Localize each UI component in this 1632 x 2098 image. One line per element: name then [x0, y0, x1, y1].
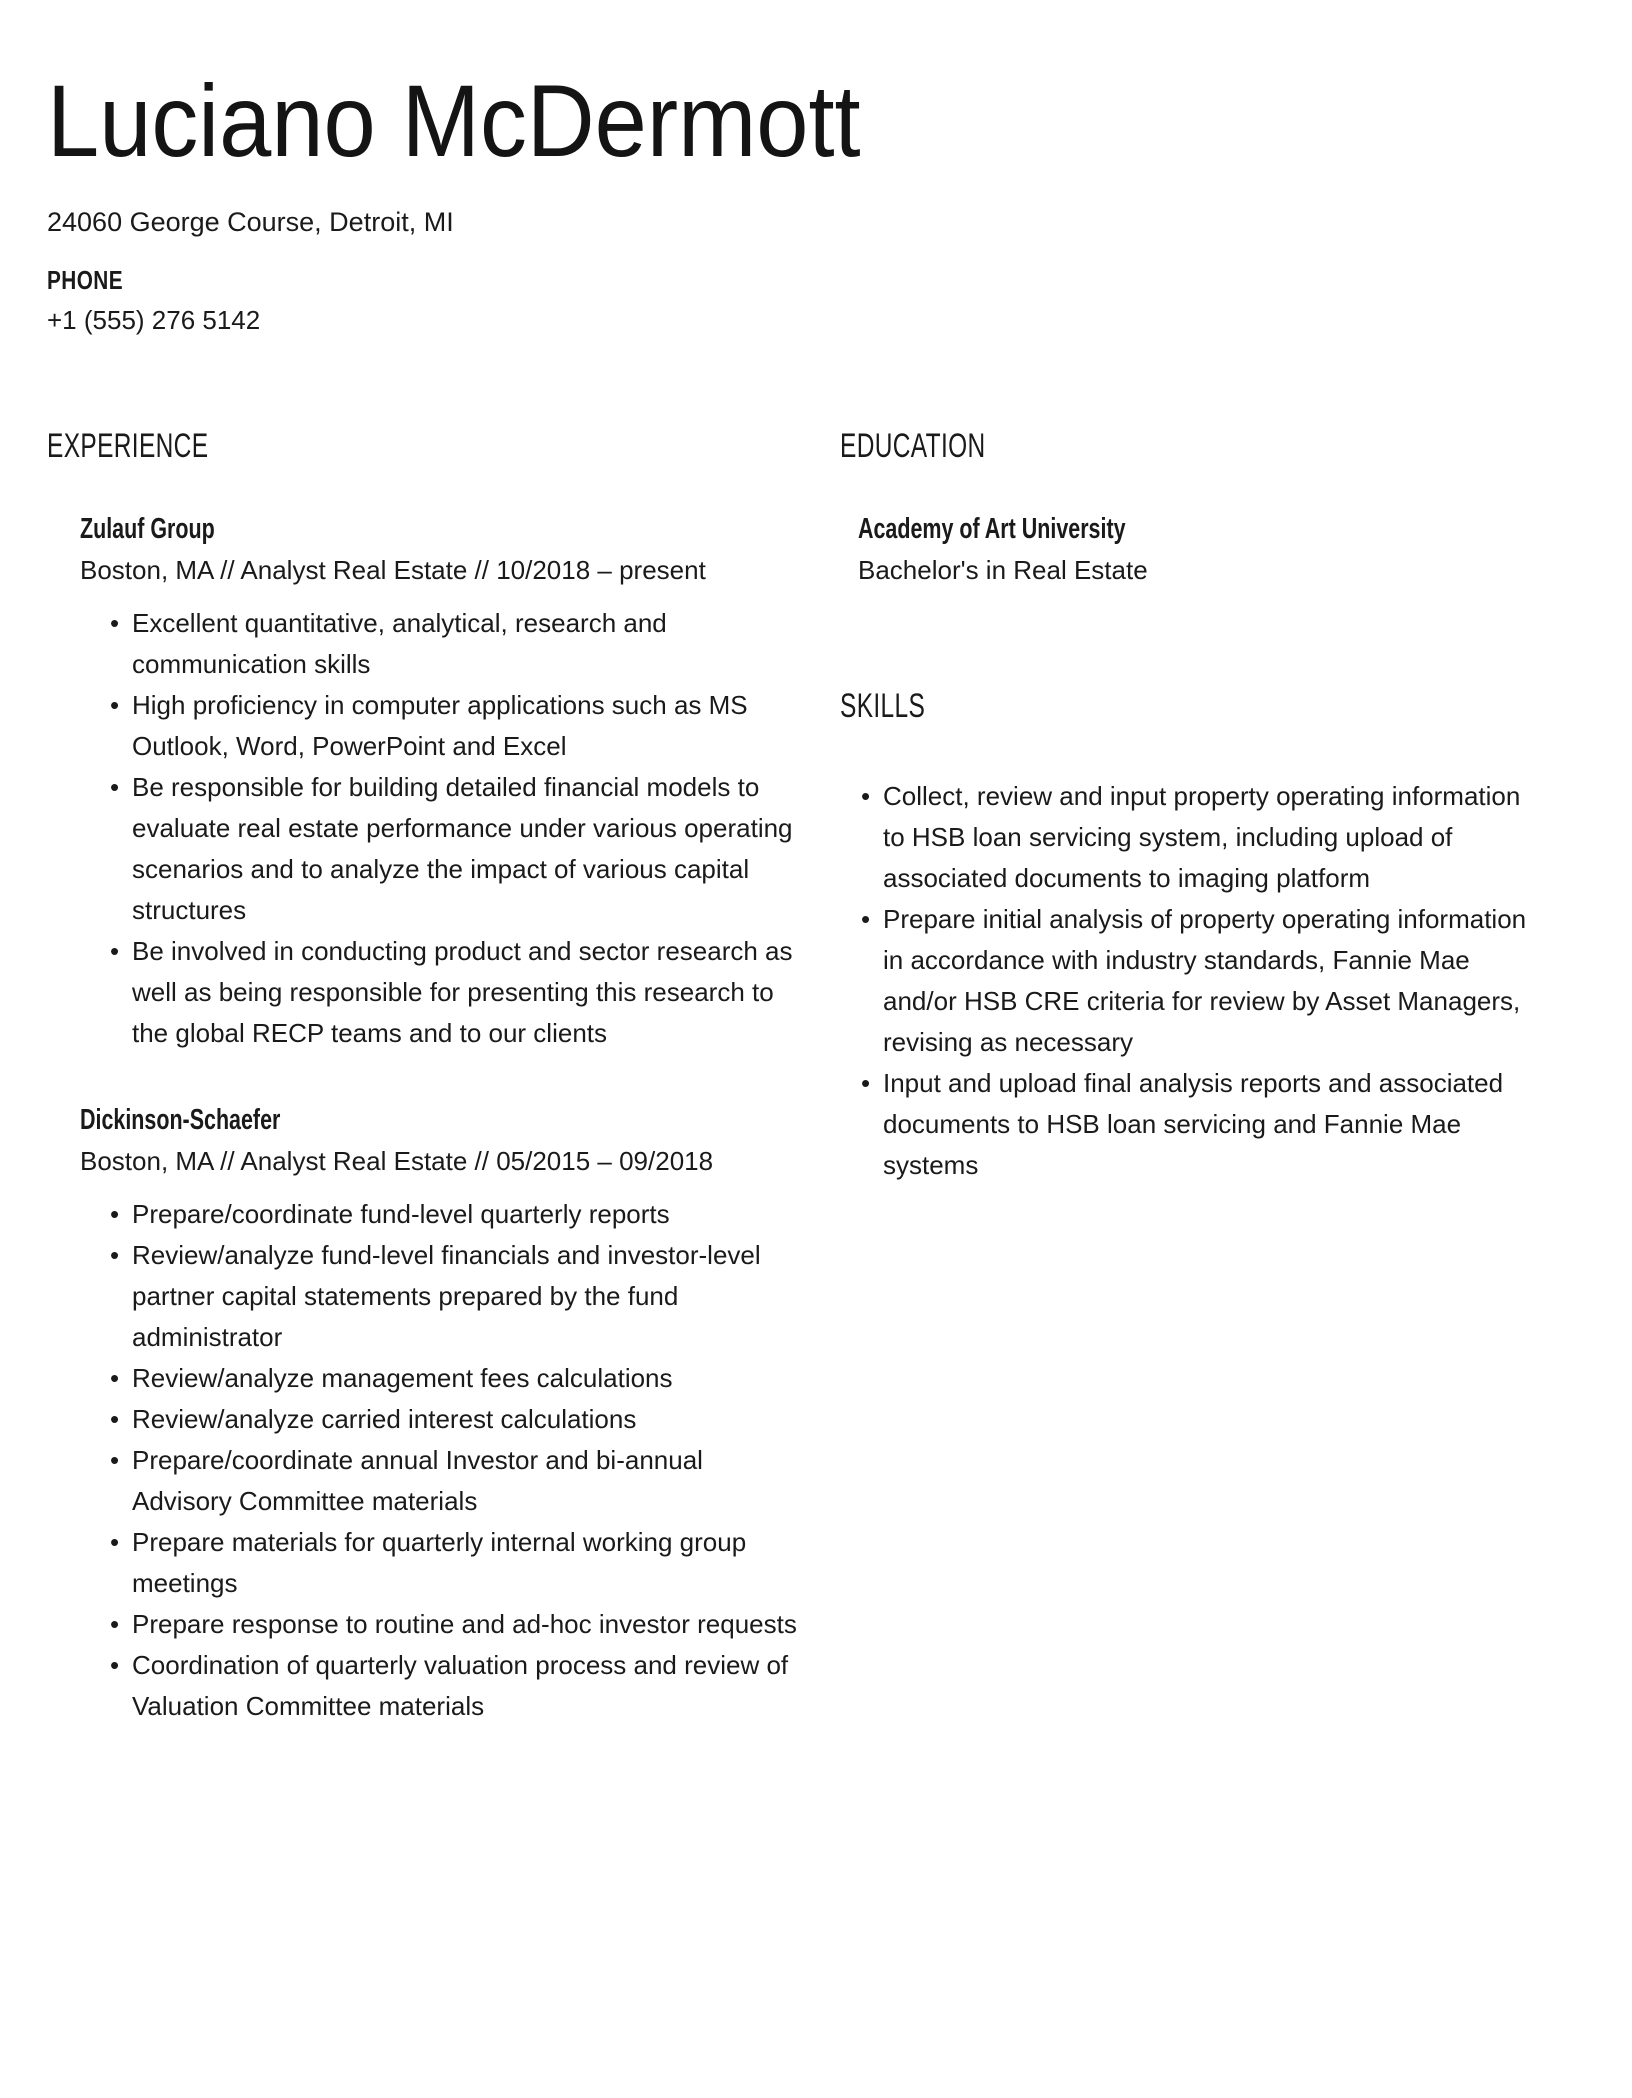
education-entry [858, 509, 1538, 591]
address-text: 24060 George Course, Detroit, MI [47, 207, 454, 237]
degree-text: Bachelor's in Real Estate [858, 555, 1148, 585]
bullet-item: • Collect, review and input property operating information to HSB loan servicing system, including upload of associated documents to imaging platform [883, 776, 1538, 899]
job-entry-zulauf [80, 509, 804, 1054]
job-bullet-list [80, 1194, 804, 1727]
person-name: Luciano McDermott [47, 64, 861, 178]
job-bullet-list [80, 603, 804, 1054]
company-name: Zulauf Group [80, 513, 215, 545]
skills-bullet-list [840, 776, 1538, 1186]
company-name: Dickinson-Schaefer [80, 1104, 281, 1136]
skills-section [840, 686, 1538, 1186]
bullet-item: • Prepare/coordinate fund-level quarterly reports [132, 1194, 804, 1235]
bullet-item: • Review/analyze fund-level financials and investor-level partner capital statements prepared by the fund administrator [132, 1235, 804, 1358]
education-section [840, 426, 1538, 591]
bullet-item: • Review/analyze management fees calculations [132, 1358, 804, 1399]
right-column [840, 426, 1538, 1186]
bullet-item: • Prepare/coordinate annual Investor and bi-annual Advisory Committee materials [132, 1440, 804, 1522]
phone-label: PHONE [47, 265, 123, 295]
bullet-item: • High proficiency in computer applications such as MS Outlook, Word, PowerPoint and Excel [132, 685, 804, 767]
bullet-item: • Review/analyze carried interest calculations [132, 1399, 804, 1440]
bullet-item: • Prepare response to routine and ad-hoc investor requests [132, 1604, 804, 1645]
job-meta: Boston, MA // Analyst Real Estate // 05/2015 – 09/2018 [80, 1146, 714, 1176]
content-columns [47, 426, 1590, 1727]
experience-section [47, 426, 804, 1727]
education-section-title: EDUCATION [840, 427, 986, 465]
bullet-item: • Be involved in conducting product and sector research as well as being responsible for presenting this research to the global RECP teams and to our clients [132, 931, 804, 1054]
bullet-item: • Be responsible for building detailed financial models to evaluate real estate performance under various operating scenarios and to analyze the impact of various capital structures [132, 767, 804, 931]
bullet-item: • Excellent quantitative, analytical, research and communication skills [132, 603, 804, 685]
experience-section-title: EXPERIENCE [47, 427, 209, 465]
bullet-item: • Prepare initial analysis of property operating information in accordance with industry standards, Fannie Mae and/or HSB CRE criteria for review by Asset Managers, revising as necessary [883, 899, 1538, 1063]
job-entry-dickinson [80, 1100, 804, 1727]
bullet-item: • Prepare materials for quarterly internal working group meetings [132, 1522, 804, 1604]
bullet-item: • Coordination of quarterly valuation process and review of Valuation Committee materials [132, 1645, 804, 1727]
school-name: Academy of Art University [858, 513, 1126, 545]
phone-number: +1 (555) 276 5142 [47, 305, 261, 335]
skills-section-title: SKILLS [840, 687, 926, 725]
bullet-item: • Input and upload final analysis reports and associated documents to HSB loan servicing and Fannie Mae systems [883, 1063, 1538, 1186]
job-meta: Boston, MA // Analyst Real Estate // 10/2018 – present [80, 555, 706, 585]
